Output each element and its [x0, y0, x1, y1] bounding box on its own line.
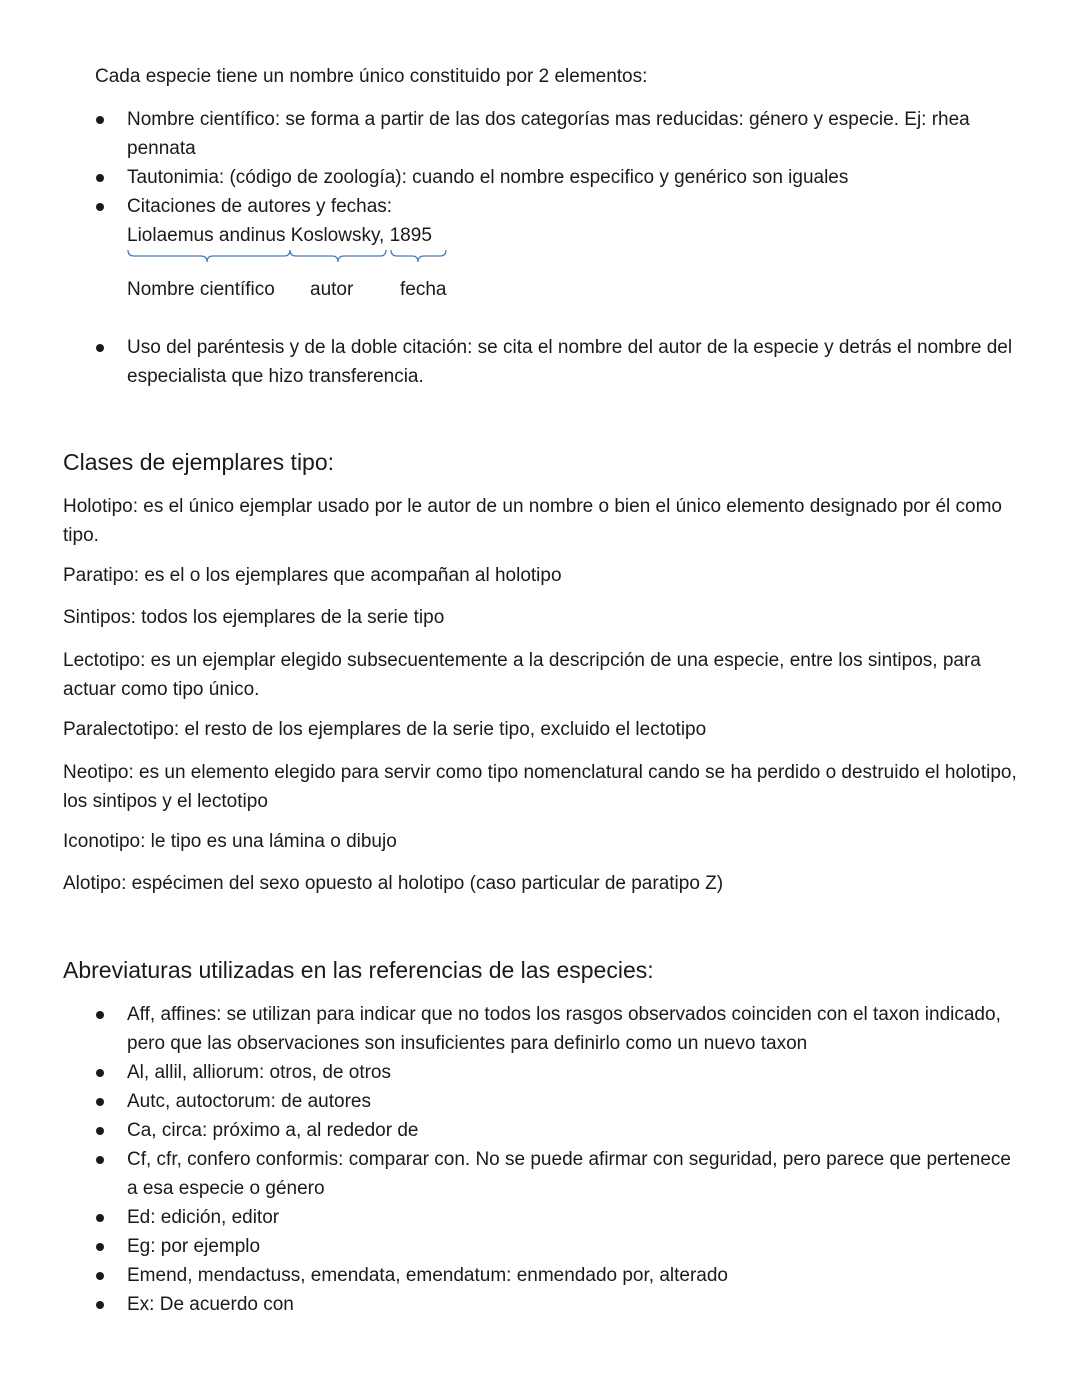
list-item: Nombre científico: se forma a partir de las dos categorías mas reducidas: género y especie. Ej: rhea pennata — [95, 105, 1025, 163]
definition-paralectotipo: Paralectotipo: el resto de los ejemplares de la serie tipo, excluido el lectotipo — [63, 719, 707, 740]
bracket-graphic — [127, 250, 457, 274]
definition-lectotipo: Lectotipo: es un ejemplar elegido subsecuentemente a la descripción de una especie, entre los sintipos, para actuar como tipo único. — [63, 650, 981, 700]
list-item: Aff, affines: se utilizan para indicar que no todos los rasgos observados coinciden con el taxon indicado, pero que las observaciones son insuficientes para definirlo como un nuevo taxon — [95, 1000, 1025, 1058]
list-item: Al, allil, alliorum: otros, de otros — [95, 1058, 1025, 1087]
definition-paratipo: Paratipo: es el o los ejemplares que acompañan al holotipo — [63, 565, 562, 586]
naming-list-continued — [95, 333, 1025, 391]
list-item: Eg: por ejemplo — [95, 1232, 1025, 1261]
bracket-label-name: Nombre científico — [127, 279, 275, 300]
definition-iconotipo: Iconotipo: le tipo es una lámina o dibujo — [63, 831, 397, 852]
definition-sintipos: Sintipos: todos los ejemplares de la serie tipo — [63, 607, 445, 628]
list-item: Autc, autoctorum: de autores — [95, 1087, 1025, 1116]
bracket-annotation — [127, 250, 457, 274]
definition-alotipo: Alotipo: espécimen del sexo opuesto al holotipo (caso particular de paratipo Z) — [63, 873, 724, 894]
example-name: Liolaemus andinus Koslowsky, 1895 — [127, 225, 432, 246]
list-item: Ex: De acuerdo con — [95, 1290, 1025, 1319]
list-item: Ed: edición, editor — [95, 1203, 1025, 1232]
section-heading-abbreviations: Abreviaturas utilizadas en las referencias de las especies: — [63, 957, 654, 983]
list-item: Emend, mendactuss, emendata, emendatum: enmendado por, alterado — [95, 1261, 1025, 1290]
definition-holotipo: Holotipo: es el único ejemplar usado por le autor de un nombre o bien el único elemento designado por él como tipo. — [63, 496, 1002, 546]
list-item: Uso del paréntesis y de la doble citación: se cita el nombre del autor de la especie y detrás el nombre del especialista que hizo transferencia. — [95, 333, 1025, 391]
definition-neotipo: Neotipo: es un elemento elegido para servir como tipo nomenclatural cando se ha perdido o destruido el holotipo, los sintipos y el lectotipo — [63, 762, 1017, 812]
list-item-label: Citaciones de autores y fechas: — [127, 196, 393, 217]
bracket-date — [391, 250, 446, 262]
intro-text: Cada especie tiene un nombre único constituido por 2 elementos: — [95, 66, 648, 87]
bracket-label-author: autor — [310, 279, 354, 300]
list-item — [95, 192, 1025, 250]
naming-list — [95, 105, 1025, 250]
list-item: Cf, cfr, confero conformis: comparar con. No se puede afirmar con seguridad, pero parece que pertenece a esa especie o género — [95, 1145, 1025, 1203]
bracket-name — [128, 250, 290, 262]
bracket-author — [290, 250, 386, 262]
bracket-label-date: fecha — [400, 279, 447, 300]
abbreviation-list — [95, 1000, 1025, 1319]
list-item: Ca, circa: próximo a, al rededor de — [95, 1116, 1025, 1145]
list-item: Tautonimia: (código de zoología): cuando el nombre especifico y genérico son iguales — [95, 163, 1025, 192]
section-heading-types: Clases de ejemplares tipo: — [63, 449, 335, 475]
